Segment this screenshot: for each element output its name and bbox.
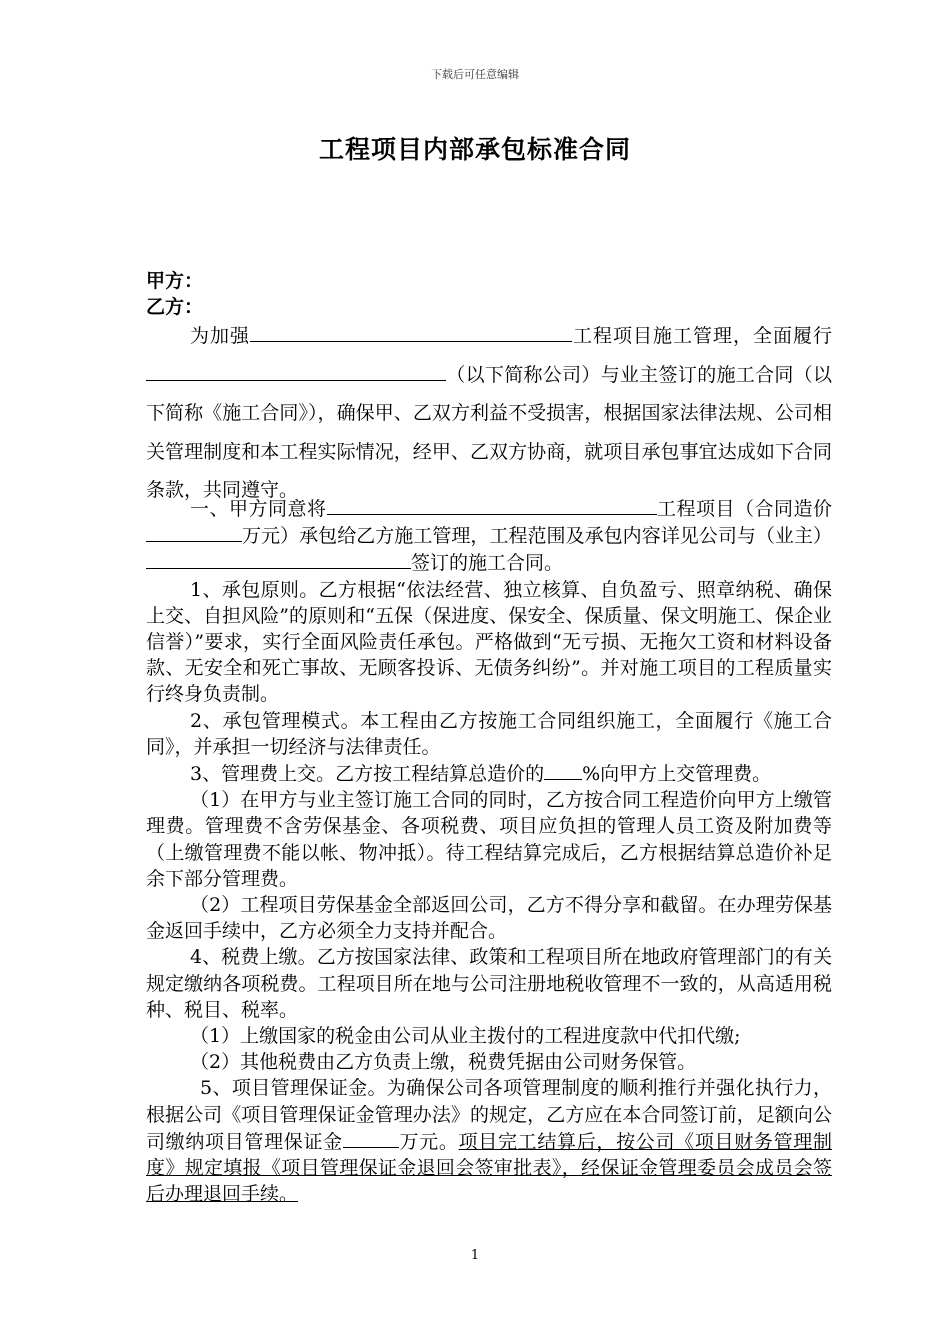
- item-contract-principle: 1、承包原则。乙方根据“依法经营、独立核算、自负盈亏、照章纳税、确保上交、自担风险”的原则和“五保（保进度、保安全、保质量、保文明施工、保企业信誉）”要求，实行全面风险责任承包。严格做到“无亏损、无拖欠工资和材料设备款、无安全和死亡事故、无顾客投诉、无债务纠纷”。并对施工项目的工程质量实行终身负责制。: [146, 578, 832, 706]
- deposit-refund-text: 项目完工结算后，按公司《项目财务管理制度》规定填报《项目管理保证金退回会签审批表》，经保证金管理委员会成员会签后办理退回手续。: [146, 1130, 832, 1206]
- contract-price-blank: [146, 522, 242, 542]
- item-management-fee-sub-2: （2）工程项目劳保基金全部返回公司，乙方不得分享和截留。在办理劳保基金返回手续中，乙方必须全力支持并配合。: [146, 894, 832, 943]
- intro-paragraph: [146, 317, 832, 510]
- page-header-note: 下载后可任意编辑: [431, 68, 519, 81]
- item-management-mode: 2、承包管理模式。本工程由乙方按施工合同组织施工，全面履行《施工合同》，并承担一切经济与法律责任。: [146, 709, 832, 758]
- deposit-text-2: 万元。: [398, 1130, 459, 1153]
- fee-percent-blank: [544, 760, 582, 780]
- clause-one-text-4: 签订的施工合同。: [411, 552, 564, 575]
- item-management-fee-sub-1: （1）在甲方与业主签订施工合同的同时，乙方按合同工程造价向甲方上缴管理费。管理费不含劳保基金、各项税费、项目应负担的管理人员工资及附加费等（上缴管理费不能以帐、物冲抵）。待工程结算完成后，乙方根据结算总造价补足余下部分管理费。: [146, 789, 832, 890]
- management-fee-text-1: 3、管理费上交。乙方按工程结算总造价的: [190, 763, 545, 786]
- deposit-text-1: 5、项目管理保证金。为确保公司各项管理制度的顺利推行并强化执行力，根据公司《项目管理保证金管理办法》的规定，乙方应在本合同签订前，足额向公司缴纳项目管理保证金: [146, 1077, 832, 1153]
- intro-text-3: （以下简称公司）与业主签订的施工合同（以下简称《施工合同》），确保甲、乙双方利益不受损害，根据国家法律法规、公司相关管理制度和本工程实际情况，经甲、乙双方协商，就项目承包事宜达成如下合同条款，共同遵守。: [146, 363, 832, 501]
- deposit-amount-blank: [343, 1128, 399, 1148]
- item-management-fee: [146, 760, 832, 787]
- document-title: 工程项目内部承包标准合同: [318, 135, 631, 164]
- party-b-label: 乙方：: [146, 296, 204, 318]
- management-fee-text-2: %向甲方上交管理费。: [582, 763, 772, 786]
- item-tax-sub-1: （1）上缴国家的税金由公司从业主拨付的工程进度款中代扣代缴;: [190, 1025, 741, 1048]
- item-tax-sub-2: （2）其他税费由乙方负责上缴，税费凭据由公司财务保管。: [190, 1051, 697, 1074]
- owner-name-blank: [146, 549, 411, 569]
- item-tax-payment: 4、税费上缴。乙方按国家法律、政策和工程项目所在地政府管理部门的有关规定缴纳各项税费。工程项目所在地与公司注册地税收管理不一致的，从高适用税种、税目、税率。: [146, 946, 832, 1021]
- project-name-blank: [250, 322, 572, 342]
- clause-one-text-3: 万元）承包给乙方施工管理，工程范围及承包内容详见公司与（业主）: [242, 525, 832, 548]
- clause-one-text-1: 一、甲方同意将: [190, 498, 327, 520]
- intro-text-1: 为加强: [190, 325, 250, 347]
- intro-section: [146, 317, 832, 510]
- intro-text-2: 工程项目施工管理，全面履行: [572, 325, 832, 347]
- item-deposit: [146, 1075, 832, 1207]
- party-a-label: 甲方：: [146, 270, 204, 292]
- clause-project-blank: [327, 495, 657, 515]
- page-number: 1: [470, 1248, 480, 1263]
- clause-one-text-2: 工程项目（合同造价: [656, 498, 832, 520]
- company-name-blank: [146, 361, 446, 381]
- clause-one: [146, 495, 832, 577]
- clauses-section: [146, 495, 832, 1207]
